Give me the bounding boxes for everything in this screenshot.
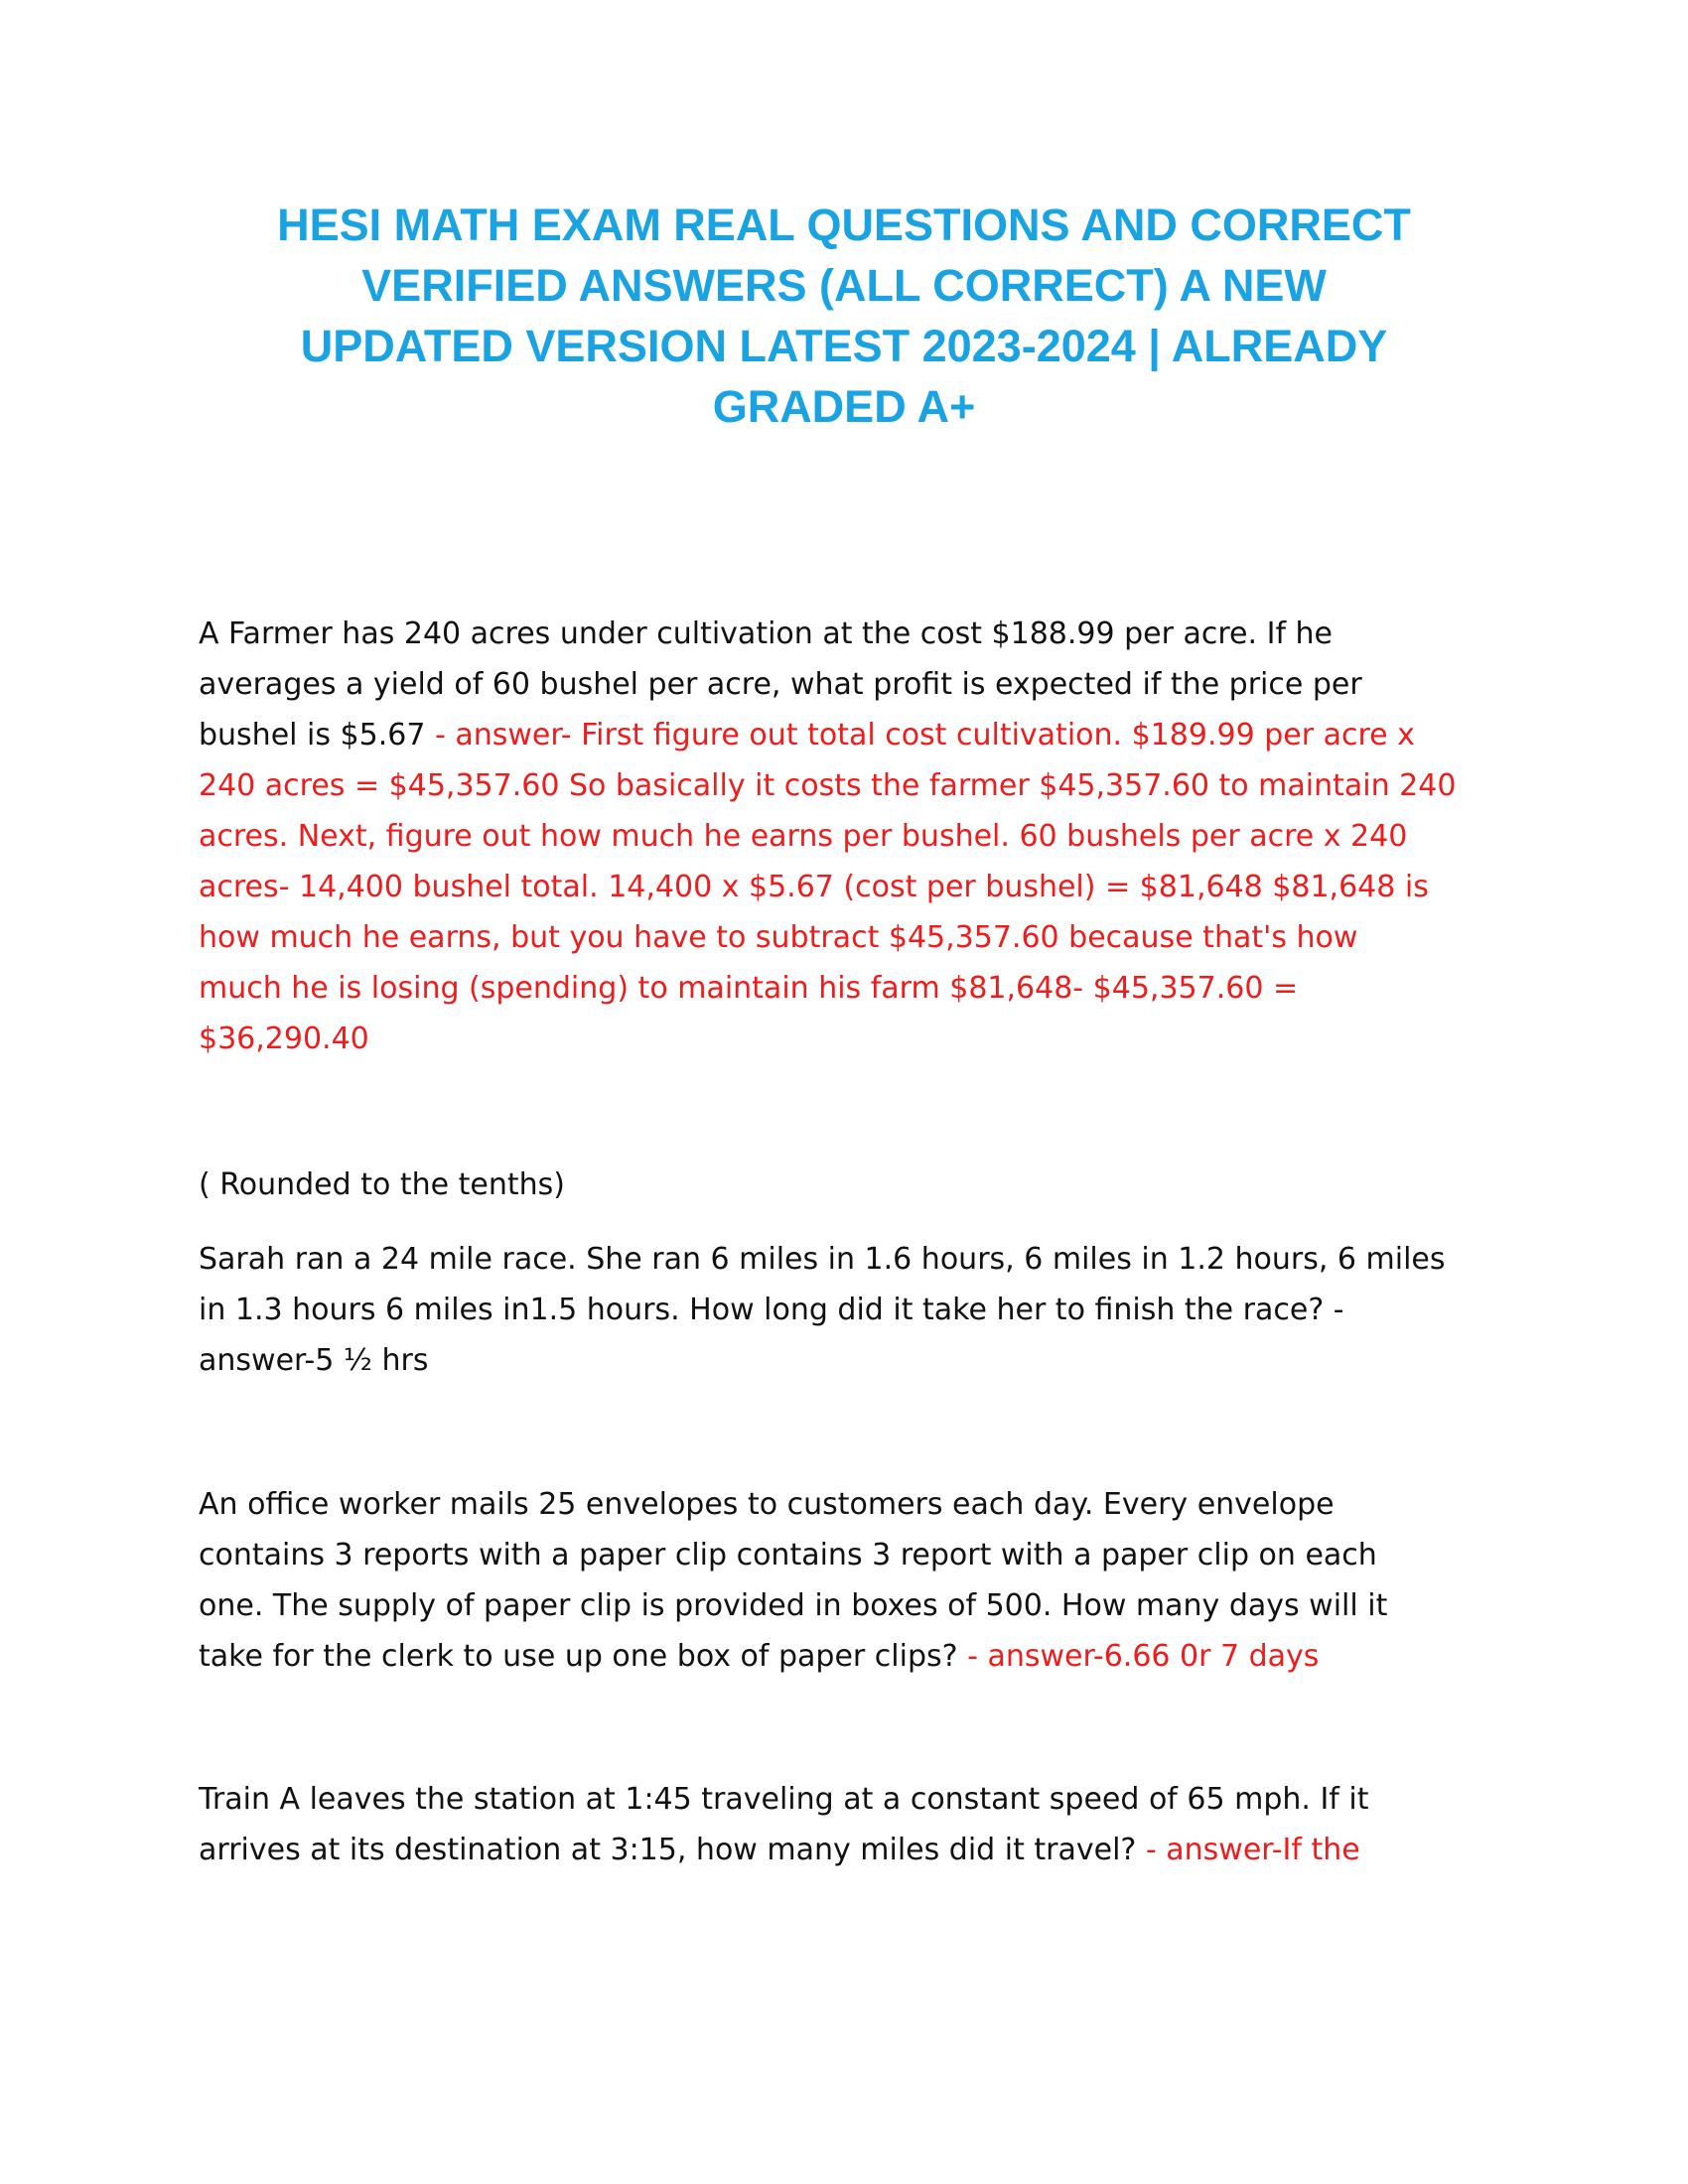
question-text-line: Train A leaves the station at 1:45 traveling at a constant speed of 65 mph. If it bbox=[199, 1782, 1369, 1817]
question-farmer bbox=[199, 609, 1456, 1064]
title-line: GRADED A+ bbox=[712, 381, 976, 432]
question-text-line: in 1.3 hours 6 miles in1.5 hours. How long did it take her to finish the race? - bbox=[199, 1293, 1344, 1327]
title-line: UPDATED VERSION LATEST 2023-2024 | ALREADY bbox=[300, 321, 1388, 371]
title-line: VERIFIED ANSWERS (ALL CORRECT) A NEW bbox=[361, 260, 1327, 311]
question-text-line: averages a yield of 60 bushel per acre, what profit is expected if the price per bbox=[199, 667, 1362, 702]
question-text-line: Sarah ran a 24 mile race. She ran 6 miles in 1.6 hours, 6 miles in 1.2 hours, 6 miles bbox=[199, 1242, 1446, 1277]
question-text-line: An office worker mails 25 envelopes to customers each day. Every envelope bbox=[199, 1487, 1335, 1522]
note-text: ( Rounded to the tenths) bbox=[199, 1167, 565, 1202]
document-title bbox=[179, 195, 1509, 437]
question-train bbox=[199, 1774, 1369, 1875]
answer-text-line: acres. Next, figure out how much he earns per bushel. 60 bushels per acre x 240 bbox=[199, 819, 1408, 854]
question-text-line bbox=[199, 1631, 1387, 1682]
question-text: arrives at its destination at 3:15, how many miles did it travel? bbox=[199, 1833, 1146, 1867]
question-text-line: one. The supply of paper clip is provided in boxes of 500. How many days will it bbox=[199, 1588, 1388, 1623]
question-text-line: A Farmer has 240 acres under cultivation at the cost $188.99 per acre. If he bbox=[199, 616, 1334, 651]
title-line: HESI MATH EXAM REAL QUESTIONS AND CORRECT bbox=[277, 200, 1411, 250]
question-sarah-race bbox=[199, 1234, 1446, 1386]
answer-text-line: much he is losing (spending) to maintain his farm $81,648- $45,357.60 = bbox=[199, 971, 1299, 1006]
answer-text: - answer-6.66 0r 7 days bbox=[967, 1639, 1320, 1674]
question-paper-clips bbox=[199, 1479, 1387, 1682]
answer-text-line: $36,290.40 bbox=[199, 1022, 369, 1056]
answer-text: - answer- First figure out total cost cultivation. $189.99 per acre x bbox=[434, 718, 1415, 752]
answer-text-line: 240 acres = $45,357.60 So basically it costs the farmer $45,357.60 to maintain 240 bbox=[199, 768, 1457, 803]
question-text-line: answer-5 ½ hrs bbox=[199, 1343, 429, 1378]
question-text-line: contains 3 reports with a paper clip contains 3 report with a paper clip on each bbox=[199, 1538, 1377, 1572]
answer-text-line: how much he earns, but you have to subtract $45,357.60 because that's how bbox=[199, 920, 1358, 955]
question-text: take for the clerk to use up one box of paper clips? bbox=[199, 1639, 968, 1674]
answer-text: - answer-If the bbox=[1145, 1833, 1360, 1867]
answer-text-line: acres- 14,400 bushel total. 14,400 x $5.67 (cost per bushel) = $81,648 $81,648 is bbox=[199, 870, 1429, 904]
question-text: bushel is $5.67 bbox=[199, 718, 435, 752]
question-text-line bbox=[199, 710, 1456, 760]
rounding-note bbox=[199, 1160, 565, 1210]
question-text-line bbox=[199, 1825, 1369, 1875]
